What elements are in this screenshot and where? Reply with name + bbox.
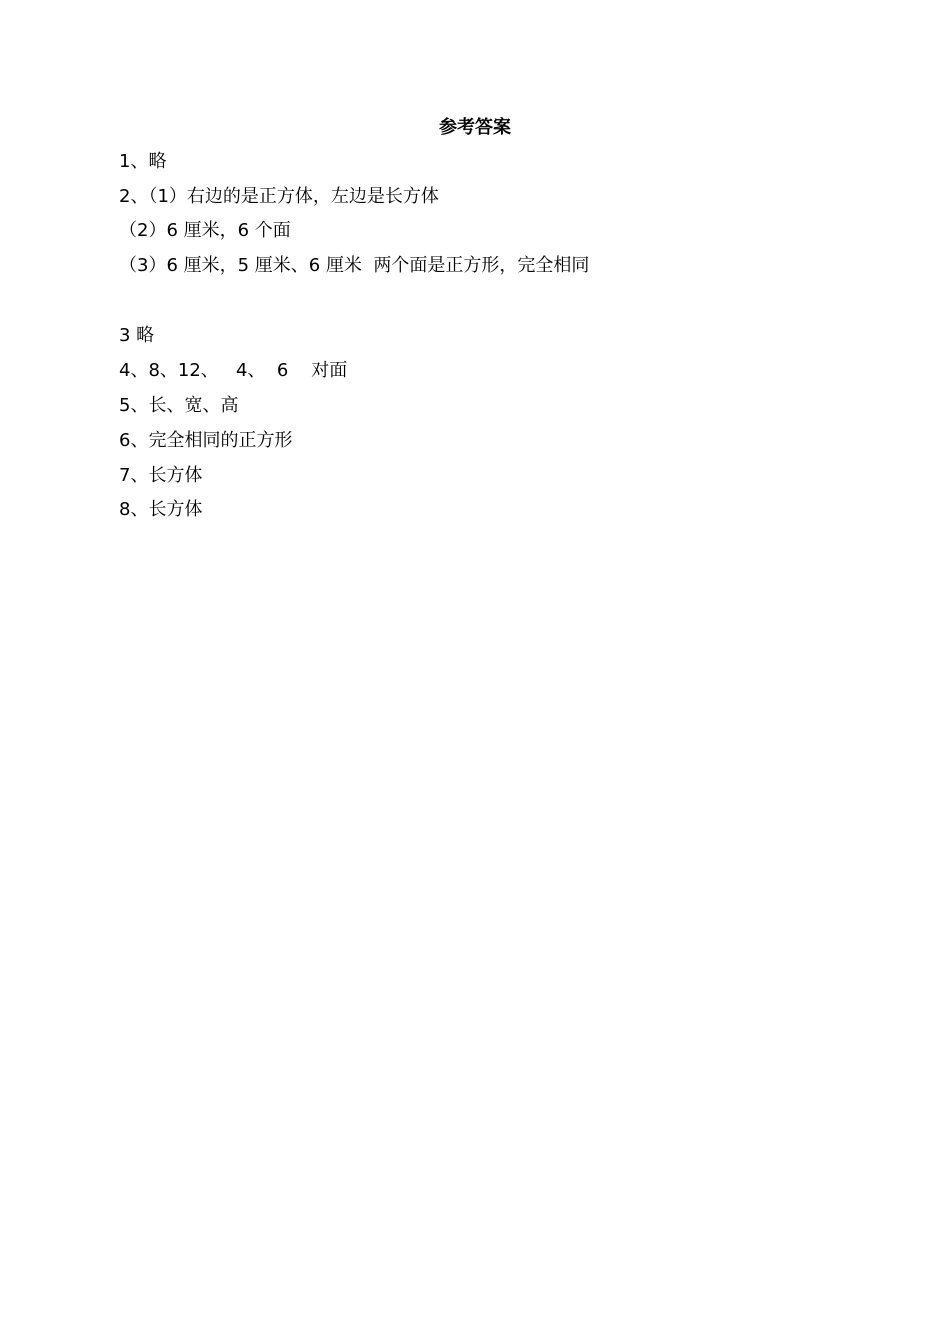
- answer-line-4: 4、8、12、 4、 6 对面: [119, 360, 348, 381]
- answer-line-7: 7、长方体: [119, 465, 203, 486]
- answer-line-1: 1、略: [119, 151, 167, 172]
- page-title: 参考答案: [439, 117, 511, 138]
- answer-line-6: 6、完全相同的正方形: [119, 430, 293, 451]
- answer-line-2: 2、（1）右边的是正方体，左边是长方体: [119, 186, 439, 207]
- answer-line-5: 5、长、宽、高: [119, 395, 239, 416]
- answer-line-2-part-2: （2）6 厘米，6 个面: [119, 220, 291, 241]
- answer-line-2-part-3: （3）6 厘米，5 厘米、6 厘米 两个面是正方形，完全相同: [119, 255, 590, 276]
- answer-line-8: 8、长方体: [119, 499, 203, 520]
- answer-line-3: 3 略: [119, 325, 155, 346]
